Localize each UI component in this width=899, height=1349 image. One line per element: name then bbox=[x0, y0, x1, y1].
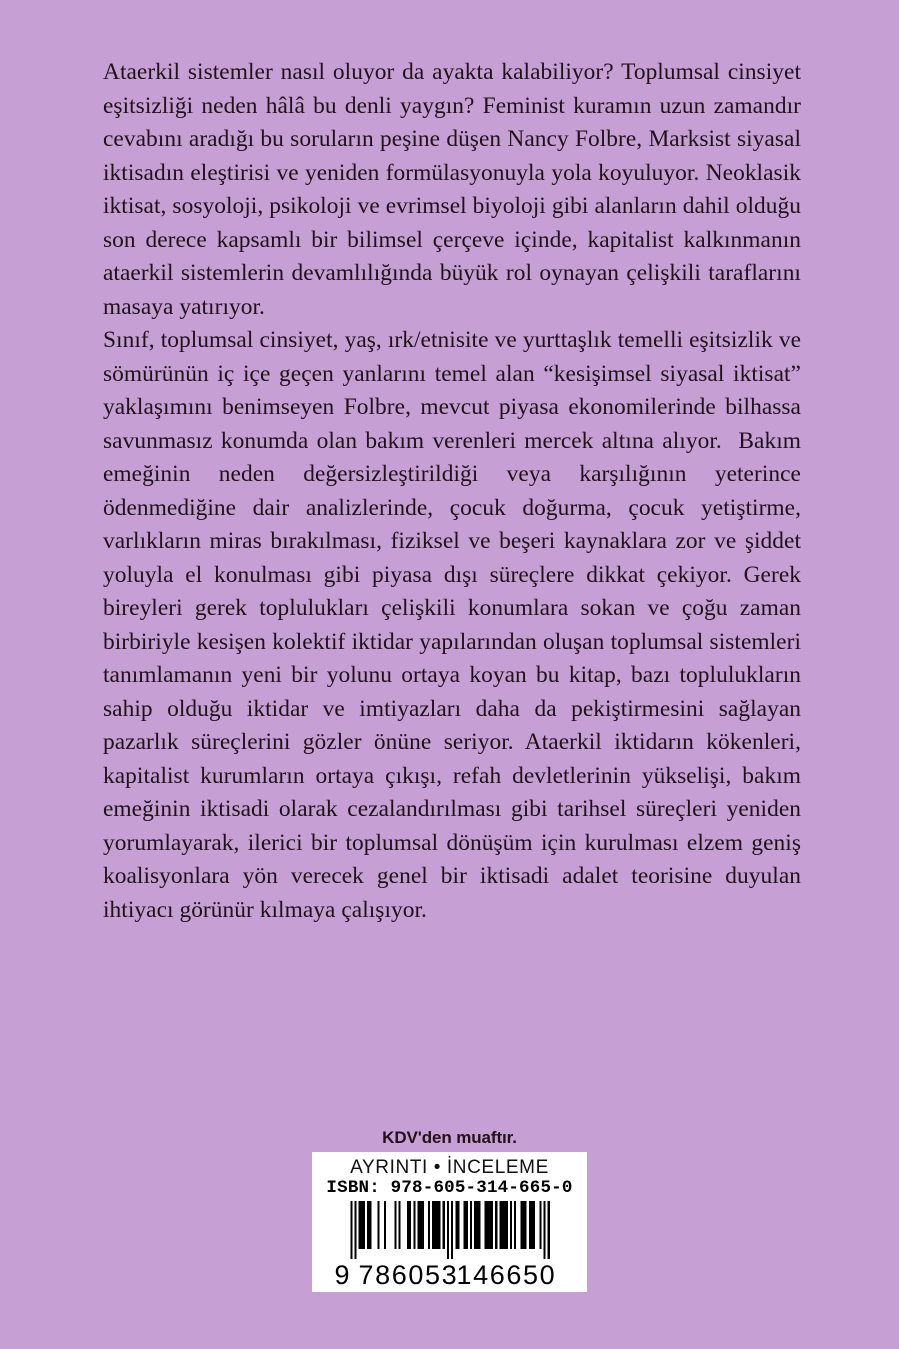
ean13-barcode-graphic bbox=[346, 1201, 554, 1261]
blurb-paragraph-2: Sınıf, toplumsal cinsiyet, yaş, ırk/etnisite ve yurttaşlık temelli eşitsizlik ve sömürünün iç içe geçen yanlarını temel alan “kesişimsel siyasal iktisat” yaklaşımını benimseyen Folbre, mevcut piyasa ekonomilerinde bilhassa savunmasız konumda olan bakım verenleri mercek altına alıyor. Bakım emeğinin neden değersizleştirildiği veya karşılığının yeterince ödenmediğine dair analizlerinde, çocuk doğurma, çocuk yetiştirme, varlıkların miras bırakılması, fiziksel ve beşeri kaynaklara zor ve şiddet yoluyla el konulması gibi piyasa dışı süreçlere dikkat çekiyor. Gerek bireyleri gerek toplulukları çelişkili konumlara sokan ve çoğu zaman birbiriyle kesişen kolektif iktidar yapılarından oluşan toplumsal sistemleri tanımlamanın yeni bir yolunu ortaya koyan bu kitap, bazı toplulukların sahip olduğu iktidar ve imtiyazları daha da pekiştirmesini sağlayan pazarlık süreçlerini gözler önüne seriyor. Ataerkil iktidarın kökenleri, kapitalist kurumların ortaya çıkışı, refah devletlerinin yükselişi, bakım emeğinin iktisadi olarak cezalandırılması gibi tarihsel süreçleri yeniden yorumlayarak, ilerici bir toplumsal dönüşüm için kurulması elzem geniş koalisyonlara yön verecek genel bir iktisadi adalet teorisine duyulan ihtiyacı görünür kılmaya çalışıyor. bbox=[103, 327, 807, 923]
blurb-text-block bbox=[103, 56, 807, 927]
barcode-human-readable bbox=[312, 1261, 587, 1292]
tax-exempt-note: KDV'den muaftır. bbox=[382, 1128, 517, 1147]
barcode-card bbox=[312, 1152, 587, 1292]
publisher-series-label: AYRINTI • İNCELEME bbox=[350, 1157, 549, 1178]
barcode-digits-left: 786053 bbox=[358, 1260, 459, 1290]
blurb-paragraph-1: Ataerkil sistemler nasıl oluyor da ayakta kalabiliyor? Toplumsal cinsiyet eşitsizliği neden hâlâ bu denli yaygın? Feminist kuramın uzun zamandır cevabını aradığı bu soruların peşine düşen Nancy Folbre, Marksist siyasal iktisadın eleştirisi ve yeniden formülasyonuyla yola koyuluyor. Neoklasik iktisat, sosyoloji, psikoloji ve evrimsel biyoloji gibi alanların dahil olduğu son derece kapsamlı bir bilimsel çerçeve içinde, kapitalist kalkınmanın ataerkil sistemlerin devamlılığında büyük rol oynayan çelişkili taraflarını masaya yatırıyor. bbox=[103, 59, 807, 320]
barcode-quiet-zone bbox=[555, 1261, 571, 1289]
imprint-barcode-area bbox=[0, 1128, 899, 1292]
barcode-digit-lead: 9 bbox=[334, 1260, 351, 1290]
barcode-digits-right: 146650 bbox=[456, 1260, 557, 1290]
isbn-label: ISBN: 978-605-314-665-0 bbox=[326, 1178, 573, 1198]
